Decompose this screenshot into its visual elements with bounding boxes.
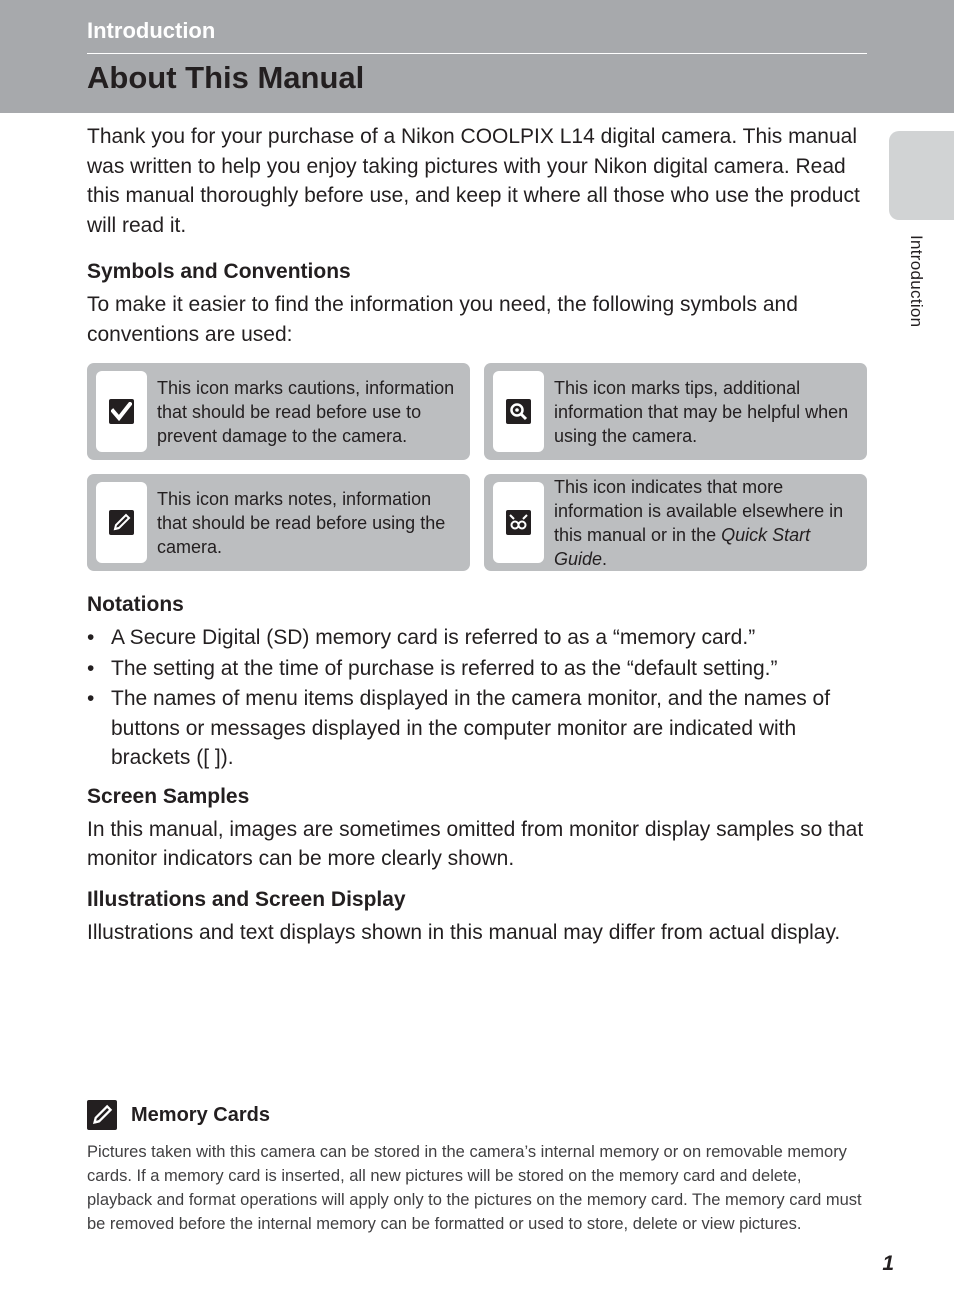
memory-cards-text: Pictures taken with this camera can be stored in the camera’s internal memory or on removable memory cards. If a memory card is inserted, all new pictures will be stored on the memory card and delete, playback and format operations will apply only to the pictures on the memory card. The memory card must be removed before the internal memory can be formatted or used to store, delete or view pictures.: [87, 1143, 862, 1233]
symbol-card-text: This icon marks tips, additional information that may be helpful when using the camera.: [554, 377, 849, 446]
memory-cards-header: [87, 1100, 867, 1130]
header-band: [0, 0, 954, 113]
icon-box: [96, 482, 147, 563]
notes-pencil-icon: [109, 510, 134, 535]
notations-heading: Notations: [87, 593, 184, 616]
symbol-card-text: [554, 475, 857, 571]
section-label: Introduction: [87, 18, 216, 43]
symbol-card-reference: [484, 474, 867, 571]
reference-text-before: This icon indicates that more information is available elsewhere in this manual or in the: [554, 476, 844, 545]
quick-start-guide-title: Quick Start Guide: [554, 524, 811, 569]
list-item: • The names of menu items displayed in the camera monitor, and the names of buttons or messages displayed in the computer monitor are indicated with brackets ([ ]).: [87, 684, 867, 773]
symbol-card-tips: [484, 363, 867, 460]
caution-checkmark-icon: [109, 399, 134, 424]
symbol-card-text: This icon marks cautions, information that should be read before use to prevent damage to the camera.: [157, 377, 455, 446]
illustrations-heading: Illustrations and Screen Display: [87, 887, 406, 911]
notes-pencil-icon: [87, 1100, 117, 1130]
symbols-heading: Symbols and Conventions: [87, 260, 351, 283]
notations-list: [87, 623, 867, 773]
list-item: • The setting at the time of purchase is referred to as the “default setting.”: [87, 654, 867, 684]
illustrations-text: Illustrations and text displays shown in this manual may differ from actual display.: [87, 920, 841, 944]
list-item: • A Secure Digital (SD) memory card is referred to as a “memory card.”: [87, 623, 867, 653]
symbols-text: To make it easier to find the information you need, the following symbols and conventions are used:: [87, 293, 798, 346]
side-tab: [889, 131, 954, 220]
reference-eyes-icon: [506, 510, 531, 535]
icon-box: [493, 482, 544, 563]
tips-icon: [506, 399, 531, 424]
intro-paragraph: Thank you for your purchase of a Nikon COOLPIX L14 digital camera. This manual was written to help you enjoy taking pictures with your Nikon digital camera. Read this manual thoroughly before use, and keep it where all those who use the product will read it.: [87, 125, 860, 237]
symbol-grid: [87, 363, 867, 571]
symbol-card-caution: [87, 363, 470, 460]
reference-text-after: .: [602, 548, 608, 569]
memory-cards-title: Memory Cards: [131, 1103, 270, 1126]
page-number: 1: [882, 1252, 894, 1275]
side-tab-label: Introduction: [907, 235, 926, 328]
icon-box: [493, 371, 544, 452]
icon-box: [96, 371, 147, 452]
symbol-card-notes: [87, 474, 470, 571]
main-content: [87, 122, 867, 947]
screen-samples-heading: Screen Samples: [87, 784, 250, 808]
page-title: About This Manual: [87, 60, 365, 95]
screen-samples-text: In this manual, images are sometimes omitted from monitor display samples so that monitor indicators can be more clearly shown.: [87, 817, 864, 870]
header-divider: [87, 53, 867, 54]
memory-cards-note: [87, 1100, 867, 1236]
symbol-card-text: This icon marks notes, information that should be read before using the camera.: [157, 488, 446, 557]
